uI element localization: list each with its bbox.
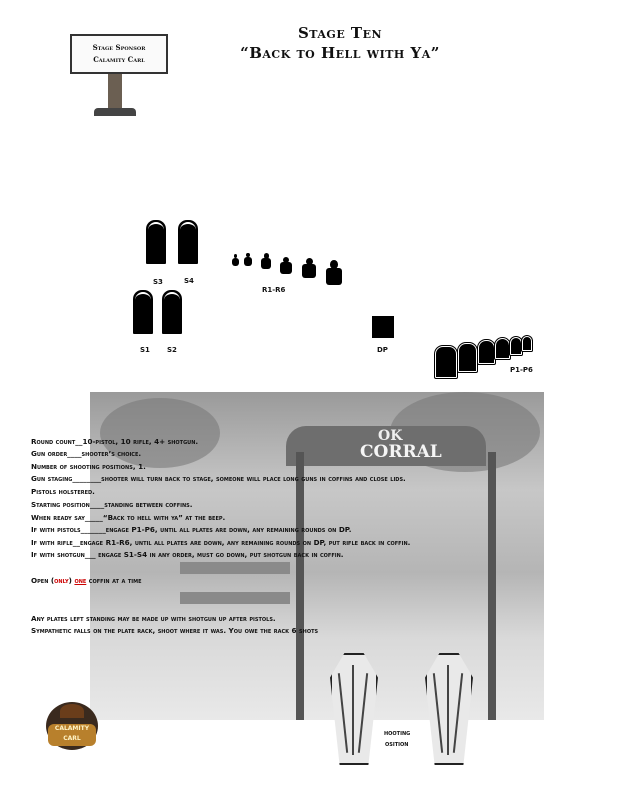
pistols-holstered: Pistols holstered. <box>31 487 95 496</box>
label-s1: S1 <box>140 346 150 354</box>
label-s2: S2 <box>167 346 177 354</box>
open-only-emphasis: only <box>54 576 69 585</box>
if-with-rifle: If with rifle__engage R1-R6, until all plates are down, any remaining rounds on DP, put rifle back in coffin. <box>31 538 411 547</box>
round-count: Round count__10-pistol, 10 rifle, 4+ shotgun. <box>31 437 199 446</box>
sponsor-sign-line1: Stage Sponsor <box>92 43 146 52</box>
shotgun-target-s2 <box>162 290 182 334</box>
coffin-plank <box>447 665 449 755</box>
hat-icon <box>60 704 84 718</box>
note-plates-standing: Any plates left standing may be made up with shotgun up after pistols. <box>31 614 276 623</box>
label-rifle-targets: R1-R6 <box>262 286 286 294</box>
if-with-pistols: If with pistols_______engage P1-P6, until all plates are down, any remaining rounds on DP. <box>31 525 352 534</box>
rifle-target-r4 <box>280 262 292 274</box>
coffin-plank <box>358 673 368 753</box>
coffin-plank <box>352 665 354 755</box>
coffin-right <box>425 653 473 765</box>
note-sympathetic-falls: Sympathetic falls on the plate rack, shoot where it was. You owe the rack 6 shots <box>31 626 319 635</box>
shotgun-target-s1 <box>133 290 153 334</box>
sponsor-sign-line2: Calamity Carl <box>93 55 145 64</box>
open-mid: ) <box>68 576 75 585</box>
pistol-plate-p6 <box>522 336 532 351</box>
shooting-positions: Number of shooting positions, 1. <box>31 462 146 471</box>
coffin-plank <box>433 673 443 753</box>
pistol-plate-p3 <box>478 340 495 364</box>
calamity-carl-logo <box>46 702 98 750</box>
fence-rail <box>180 562 290 574</box>
stage-title: Stage Ten <box>297 24 383 42</box>
shooting-position-label-2: osition <box>385 739 409 748</box>
open-one-emphasis: one <box>74 576 87 585</box>
coffin-plank <box>453 673 463 753</box>
open-suffix: coffin at a time <box>86 576 142 585</box>
label-s4: S4 <box>184 277 194 285</box>
rifle-target-r3 <box>261 258 271 269</box>
label-s3: S3 <box>153 278 163 286</box>
logo-line2: CARL <box>63 735 81 742</box>
pistol-plate-p5 <box>510 337 522 355</box>
grass-tuft <box>94 108 136 116</box>
shotgun-target-s3 <box>146 220 166 264</box>
shooting-position-label-1: hooting <box>384 728 411 737</box>
stage-subtitle: “Back to Hell with Ya” <box>240 44 440 62</box>
corral-post <box>296 452 304 720</box>
pistol-plate-p1 <box>435 346 457 378</box>
label-dp: DP <box>377 346 388 354</box>
shotgun-target-s4 <box>178 220 198 264</box>
sponsor-sign <box>70 34 168 74</box>
if-with-shotgun: If with shotgun___ engage S1-S4 in any order, must go down, put shotgun back in coffin. <box>31 550 344 559</box>
coffin-plank <box>338 673 348 753</box>
fence-rail <box>180 592 290 604</box>
gun-order: Gun order____shooter’s choice. <box>31 449 142 458</box>
gun-staging: Gun staging________shooter will turn back to stage, someone will place long guns in coffins and close lids. <box>31 474 406 483</box>
when-ready: When ready say_____“Back to hell with ya” at the beep. <box>31 513 226 522</box>
logo-banner <box>48 724 96 746</box>
rifle-target-r1 <box>232 258 239 266</box>
corral-post <box>488 452 496 720</box>
open-prefix: Open ( <box>31 576 55 585</box>
open-one-coffin-rule <box>31 576 142 585</box>
pistol-plate-p4 <box>495 338 510 359</box>
pistol-plate-p2 <box>458 343 477 372</box>
dump-plate <box>372 316 394 338</box>
logo-line1: CALAMITY <box>54 725 90 732</box>
rifle-target-r2 <box>244 257 252 266</box>
starting-position: Starting position____standing between coffins. <box>31 500 193 509</box>
label-pistol-plates: P1-P6 <box>510 366 533 374</box>
coffin-left <box>330 653 378 765</box>
rifle-target-r5 <box>302 264 316 278</box>
corral-sign-line2: CORRAL <box>360 442 442 462</box>
corral-sign-line1: OK <box>378 428 403 444</box>
rifle-target-r6 <box>326 268 342 285</box>
corral-sign <box>286 426 486 466</box>
